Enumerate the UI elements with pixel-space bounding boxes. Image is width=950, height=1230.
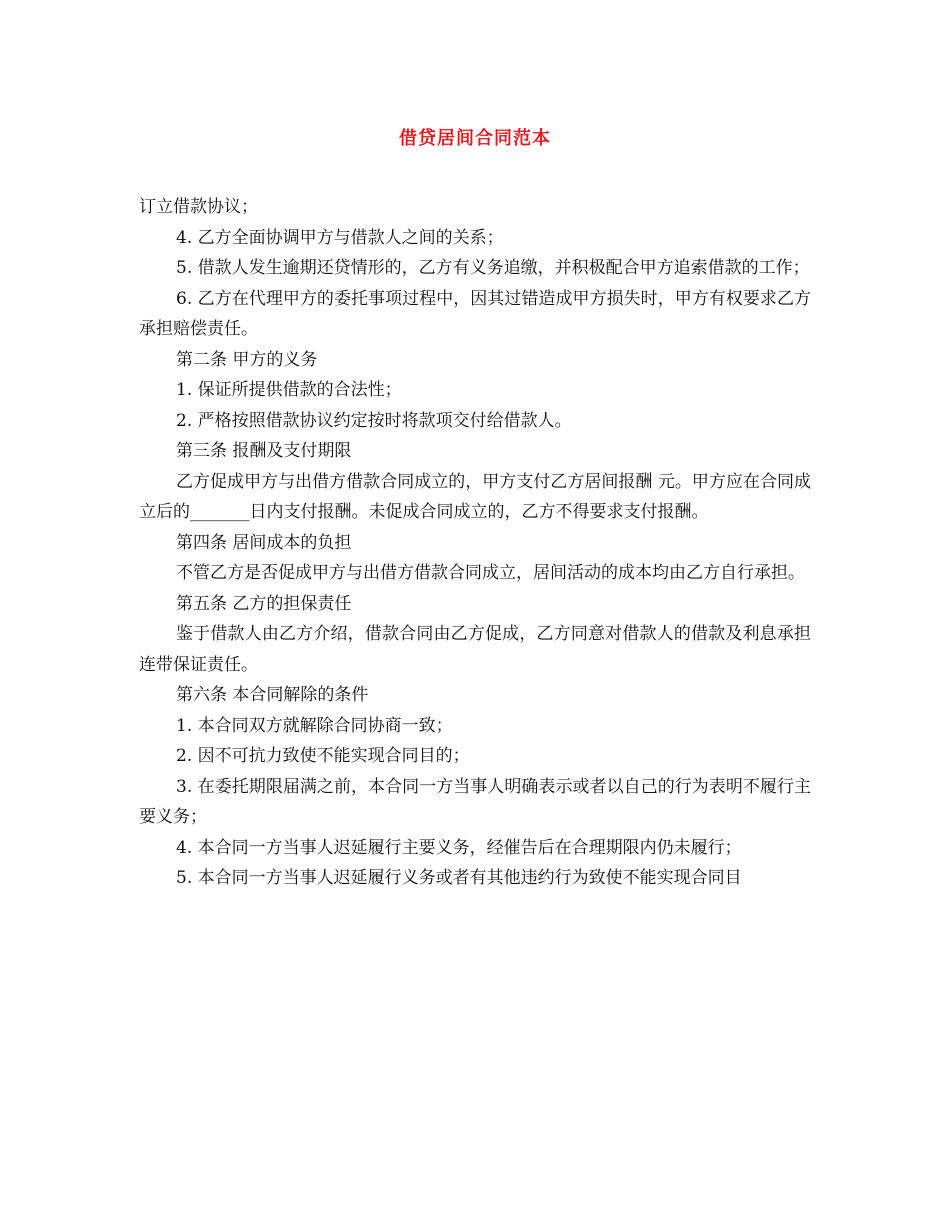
paragraph: 5. 借款人发生逾期还贷情形的，乙方有义务追缴，并积极配合甲方追索借款的工作； <box>176 258 810 278</box>
document-body <box>139 192 811 894</box>
paragraph: 鉴于借款人由乙方介绍，借款合同由乙方促成，乙方同意对借款人的借款及利息承担连带保证责任。 <box>139 624 811 675</box>
paragraph: 6. 乙方在代理甲方的委托事项过程中，因其过错造成甲方损失时，甲方有权要求乙方承担赔偿责任。 <box>139 288 811 339</box>
document-title: 借贷居间合同范本 <box>399 128 551 149</box>
paragraph: 1. 保证所提供借款的合法性； <box>176 380 402 400</box>
paragraph: 乙方促成甲方与出借方借款合同成立的，甲方支付乙方居间报酬 元。甲方应在合同成立后的_______日内支付报酬。未促成合同成立的，乙方不得要求支付报酬。 <box>139 471 811 522</box>
paragraph: 1. 本合同双方就解除合同协商一致； <box>176 715 453 736</box>
paragraph: 3. 在委托期限届满之前，本合同一方当事人明确表示或者以自己的行为表明不履行主要义务； <box>139 776 811 827</box>
paragraph: 不管乙方是否促成甲方与出借方借款合同成立，居间活动的成本均由乙方自行承担。 <box>176 563 805 583</box>
paragraph: 2. 因不可抗力致使不能实现合同目的； <box>176 746 470 766</box>
paragraph: 订立借款协议； <box>139 197 258 217</box>
paragraph: 4. 本合同一方当事人迟延履行主要义务，经催告后在合理期限内仍未履行； <box>176 837 742 858</box>
paragraph: 4. 乙方全面协调甲方与借款人之间的关系； <box>176 227 504 248</box>
paragraph: 第二条 甲方的义务 <box>176 349 318 370</box>
paragraph: 2. 严格按照借款协议约定按时将款项交付给借款人。 <box>176 410 572 431</box>
paragraph: 第三条 报酬及支付期限 <box>176 441 352 461</box>
paragraph: 5. 本合同一方当事人迟延履行义务或者有其他违约行为致使不能实现合同目 <box>176 868 742 888</box>
paragraph: 第五条 乙方的担保责任 <box>176 593 352 614</box>
paragraph: 第四条 居间成本的负担 <box>176 532 352 553</box>
paragraph: 第六条 本合同解除的条件 <box>176 685 369 705</box>
